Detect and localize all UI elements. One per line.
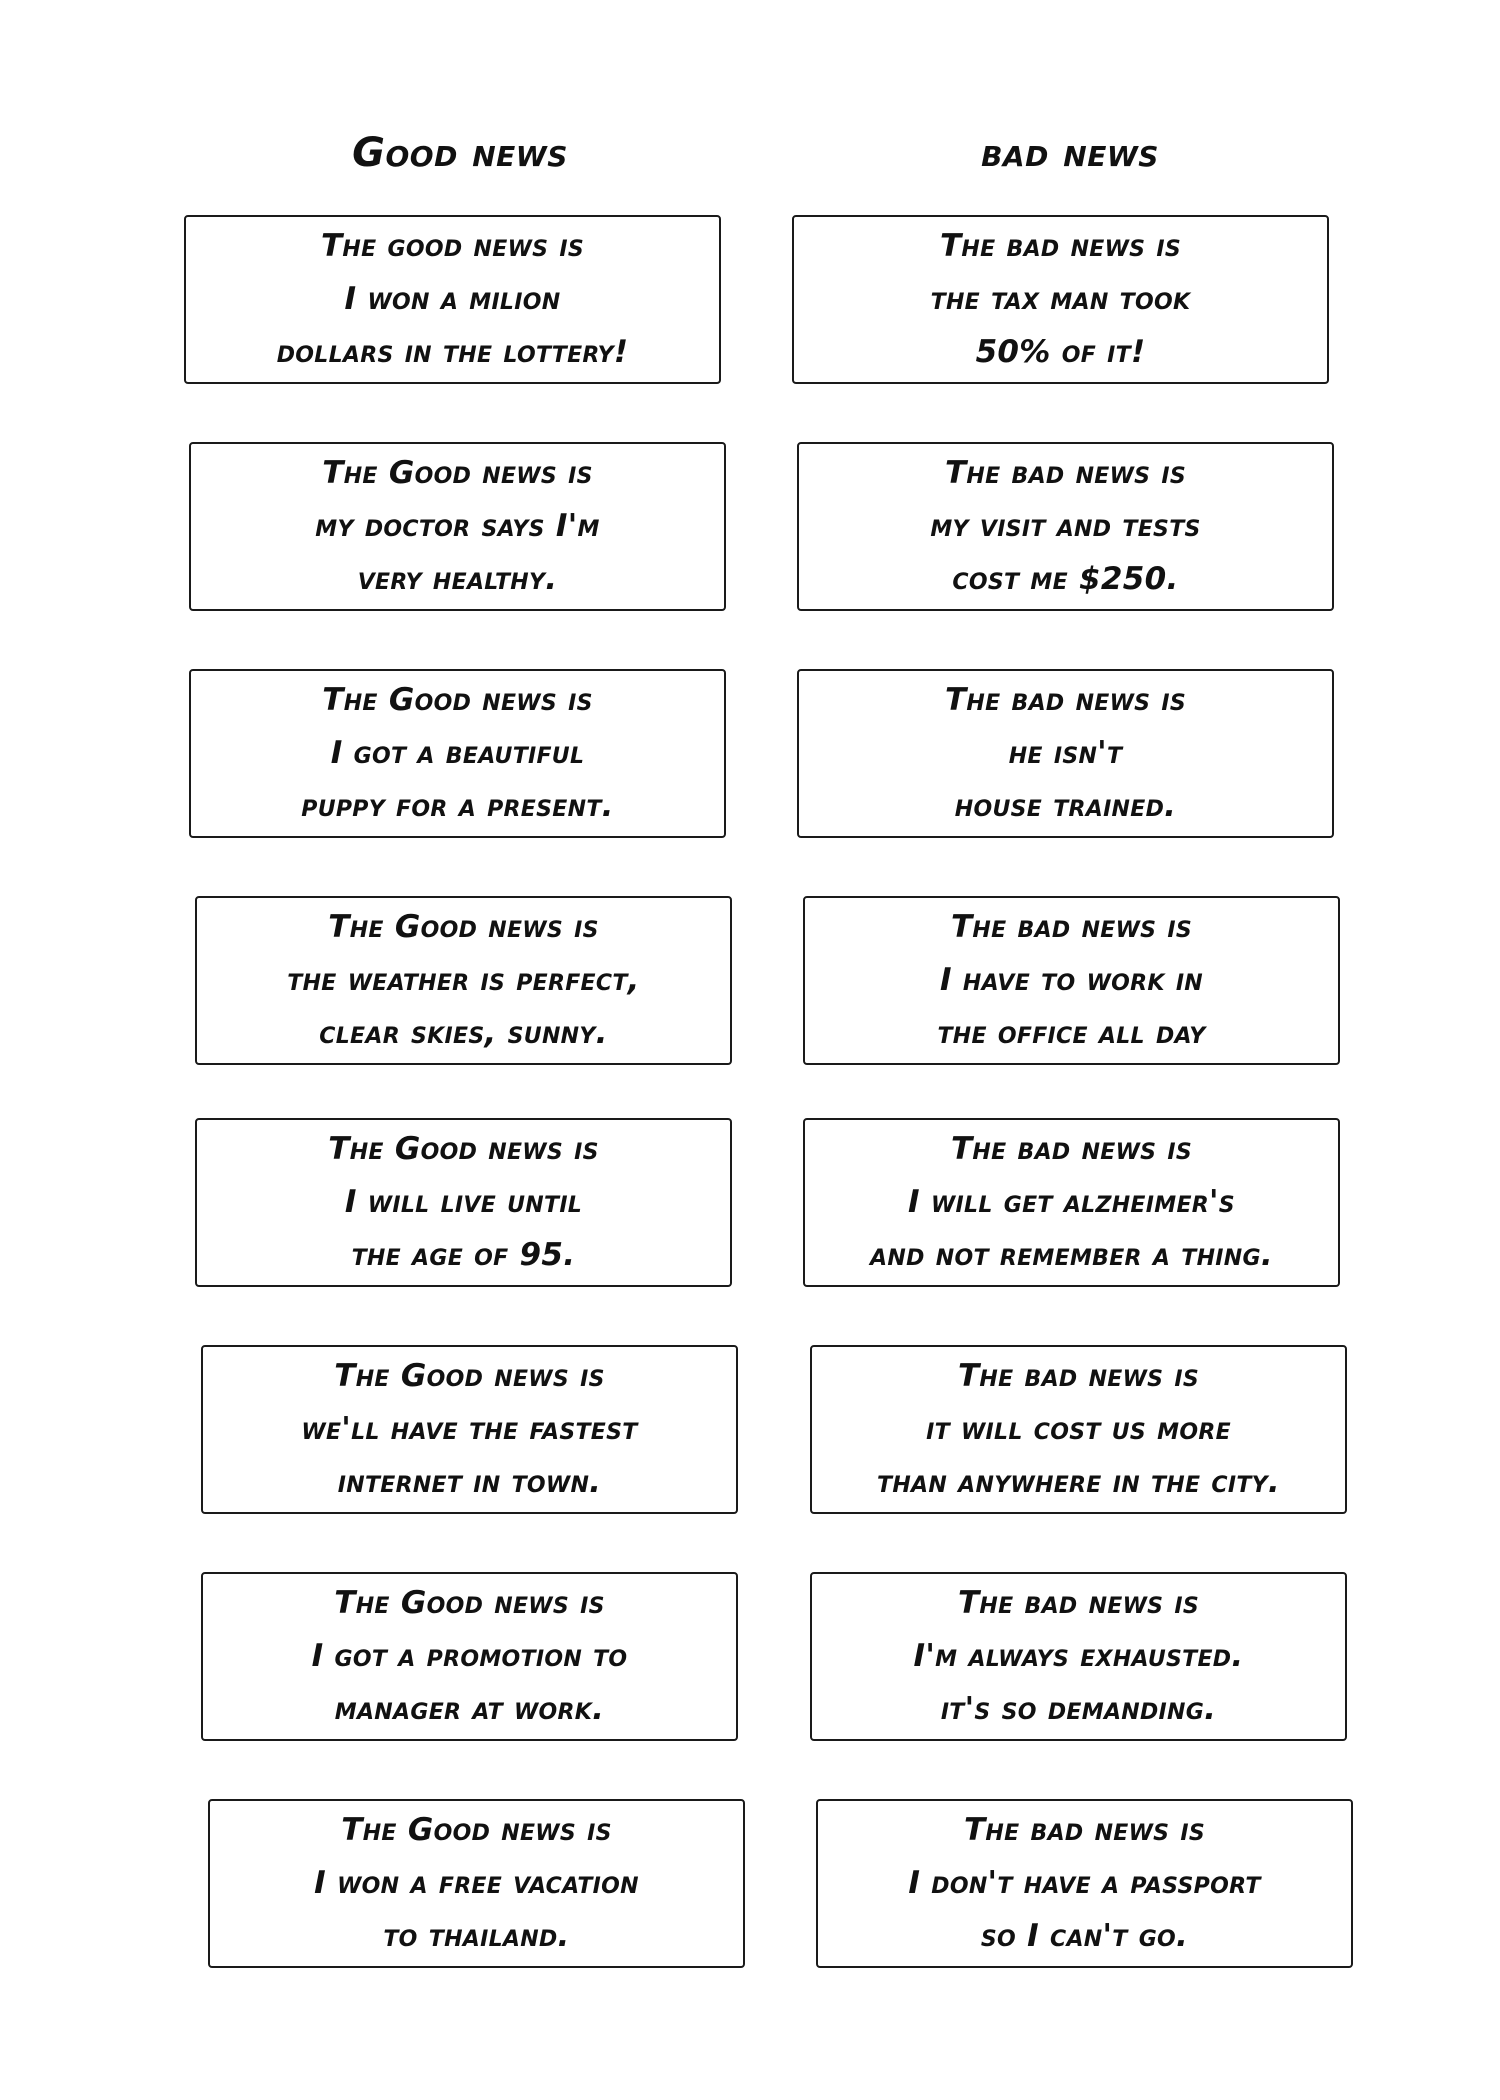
card-line: The bad news is xyxy=(950,1131,1193,1167)
card-line: the weather is perfect, xyxy=(287,962,640,998)
card-line: The Good news is xyxy=(328,909,599,945)
good-news-card-6 xyxy=(201,1345,738,1514)
good-news-card-3 xyxy=(189,669,726,838)
card-line: house trained. xyxy=(954,788,1177,824)
card-line: than anywhere in the city. xyxy=(877,1464,1280,1500)
card-line: the office all day xyxy=(937,1015,1206,1051)
card-line: I won a milion xyxy=(344,281,561,317)
card-line: The bad news is xyxy=(957,1585,1200,1621)
card-line: he isn't xyxy=(1008,735,1123,771)
card-line: dollars in the lottery! xyxy=(276,334,629,370)
good-news-card-5 xyxy=(195,1118,732,1287)
card-line: The Good news is xyxy=(322,682,593,718)
card-line: I will live until xyxy=(344,1184,583,1220)
card-line: The good news is xyxy=(320,228,585,264)
card-line: manager at work. xyxy=(334,1691,605,1727)
card-line: the tax man took xyxy=(930,281,1191,317)
bad-news-heading: bad news xyxy=(981,130,1159,176)
card-line: The Good news is xyxy=(322,455,593,491)
card-line: I got a beautiful xyxy=(330,735,585,771)
bad-news-card-8 xyxy=(816,1799,1353,1968)
card-line: The bad news is xyxy=(939,228,1182,264)
good-news-card-4 xyxy=(195,896,732,1065)
good-news-card-1 xyxy=(184,215,721,384)
card-line: clear skies, sunny. xyxy=(319,1015,608,1051)
card-line: The Good news is xyxy=(328,1131,599,1167)
card-line: I won a free vacation xyxy=(314,1865,639,1901)
card-line: 50% of it! xyxy=(975,334,1146,370)
card-line: internet in town. xyxy=(337,1464,602,1500)
card-line: The bad news is xyxy=(950,909,1193,945)
bad-news-card-1 xyxy=(792,215,1329,384)
bad-news-card-3 xyxy=(797,669,1334,838)
card-line: the age of 95. xyxy=(351,1237,576,1273)
card-line: to thailand. xyxy=(383,1918,570,1954)
card-line: cost me $250. xyxy=(952,561,1179,597)
card-line: it will cost us more xyxy=(926,1411,1231,1447)
card-line: The bad news is xyxy=(957,1358,1200,1394)
card-line: I got a promotion to xyxy=(311,1638,628,1674)
card-line: I don't have a passport xyxy=(908,1865,1261,1901)
good-news-card-8 xyxy=(208,1799,745,1968)
bad-news-card-4 xyxy=(803,896,1340,1065)
good-news-heading: Good news xyxy=(352,130,568,176)
bad-news-card-7 xyxy=(810,1572,1347,1741)
card-line: The Good news is xyxy=(334,1358,605,1394)
card-line: puppy for a present. xyxy=(301,788,614,824)
card-line: The bad news is xyxy=(944,682,1187,718)
card-line: very healthy. xyxy=(357,561,558,597)
card-line: The Good news is xyxy=(334,1585,605,1621)
good-news-card-2 xyxy=(189,442,726,611)
bad-news-card-6 xyxy=(810,1345,1347,1514)
card-line: The bad news is xyxy=(944,455,1187,491)
card-line: and not remember a thing. xyxy=(870,1237,1273,1273)
card-line: I will get alzheimer's xyxy=(908,1184,1235,1220)
good-news-card-7 xyxy=(201,1572,738,1741)
card-line: I have to work in xyxy=(939,962,1204,998)
card-line: so I can't go. xyxy=(980,1918,1189,1954)
card-line: The Good news is xyxy=(341,1812,612,1848)
card-line: I'm always exhausted. xyxy=(913,1638,1244,1674)
card-line: it's so demanding. xyxy=(940,1691,1217,1727)
bad-news-card-2 xyxy=(797,442,1334,611)
card-line: The bad news is xyxy=(963,1812,1206,1848)
card-line: my visit and tests xyxy=(930,508,1201,544)
bad-news-card-5 xyxy=(803,1118,1340,1287)
card-line: we'll have the fastest xyxy=(301,1411,638,1447)
card-line: my doctor says I'm xyxy=(315,508,600,544)
